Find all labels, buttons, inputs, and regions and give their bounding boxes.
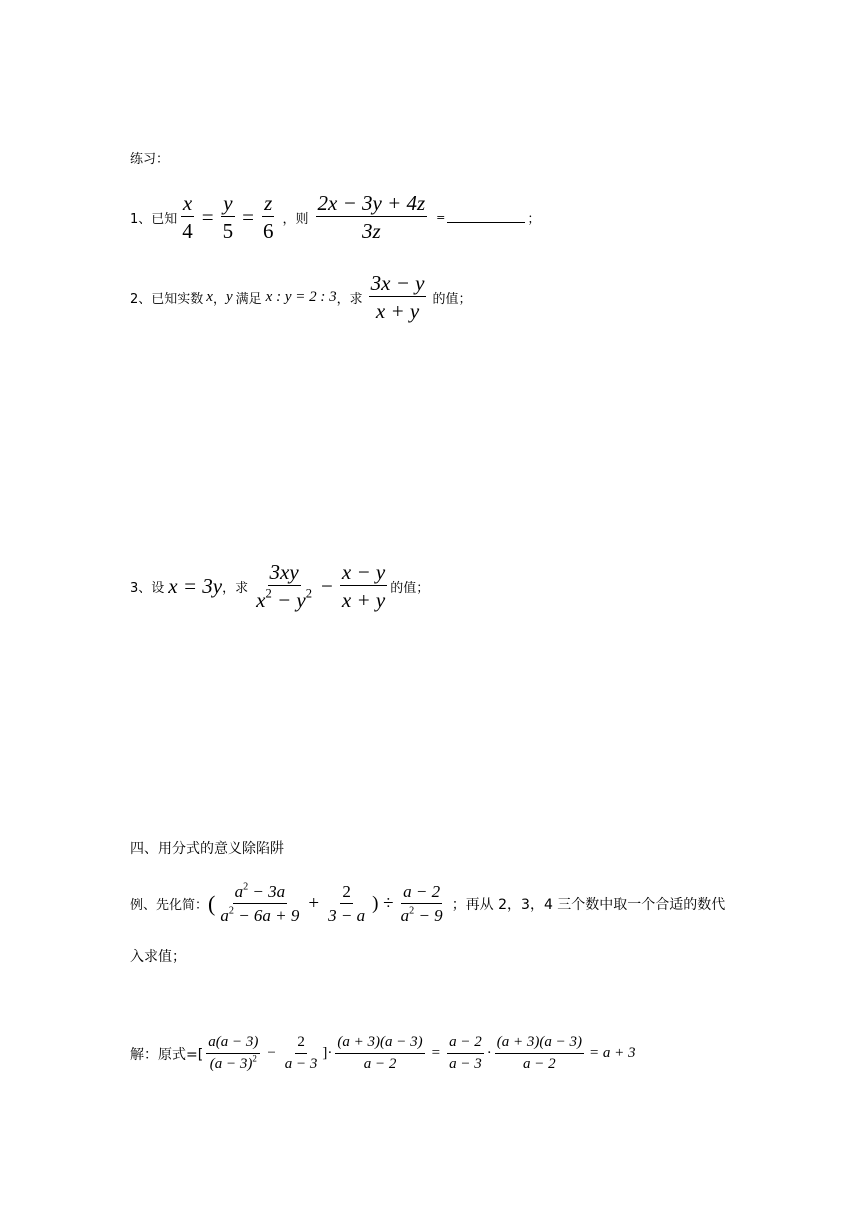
- practice-heading: 练习：: [130, 152, 170, 167]
- solution-fraction-3: $\frac{(a + 3)(a - 3)}{a - 2}$: [337, 1034, 423, 1072]
- q1-fraction-y-over-5: $\frac{y}{5}$: [222, 191, 234, 244]
- solution-dot: ·: [486, 1045, 492, 1062]
- section-4-heading: 四、用分式的意义除陷阱: [130, 841, 284, 857]
- solution-label: 解：原式=[: [130, 1046, 204, 1063]
- solution-equals: =: [431, 1045, 441, 1062]
- q3-minus: −: [321, 573, 333, 598]
- q1-given-label: 已知: [151, 211, 178, 227]
- q2-number: 2、: [130, 291, 152, 307]
- example-line-2: 入求值；: [130, 949, 186, 965]
- q2-fraction: $\frac{3x - y}{x + y}$: [370, 271, 425, 324]
- q2-var-x: x: [206, 288, 213, 305]
- example-fraction-3: $\frac{a - 2}{a^2 - 9}$: [400, 882, 443, 925]
- solution-fraction-4: $\frac{a - 2}{a - 3}$: [449, 1034, 482, 1072]
- example-label: 例、先化简：: [130, 898, 209, 914]
- example-line-1: [130, 883, 725, 925]
- example-fraction-1: $\frac{a^2 - 3a}{a^2 - 6a + 9}$: [220, 881, 300, 925]
- q2-text-find: ，求: [336, 291, 363, 307]
- q1-fraction-z-over-6: $\frac{z}{6}$: [262, 191, 274, 244]
- q3-fraction-2: $\frac{x - y}{x + y}$: [341, 560, 386, 613]
- q1-equals-small: =: [436, 210, 446, 224]
- solution-minus: −: [267, 1045, 276, 1062]
- q1-equals-2: =: [242, 204, 254, 229]
- solution-result: = a + 3: [588, 1045, 636, 1062]
- solution-line: [130, 1035, 635, 1073]
- question-1: [130, 192, 540, 242]
- q3-text-set: 设: [151, 580, 165, 596]
- q1-then-label: ，则: [282, 211, 309, 227]
- q3-text-find: ，求: [222, 580, 249, 596]
- q1-fraction-x-over-4: $\frac{x}{4}$: [182, 191, 193, 244]
- q3-number: 3、: [130, 580, 152, 596]
- question-3: [130, 561, 429, 611]
- q3-text-value: 的值；: [390, 580, 430, 596]
- q2-text-value: 的值；: [432, 291, 472, 307]
- example-fraction-2: $\frac{2}{3 - a}$: [328, 882, 366, 925]
- q2-sep: ，: [212, 291, 226, 307]
- q2-text-before: 已知实数: [151, 291, 204, 307]
- q1-answer-blank: [447, 212, 525, 223]
- question-2: [130, 272, 471, 322]
- example-rparen-divide: ) ÷: [372, 892, 394, 914]
- q3-condition: x = 3y: [168, 573, 223, 598]
- example-lparen: (: [208, 890, 216, 916]
- q1-equals-1: =: [201, 204, 214, 229]
- solution-fraction-2: $\frac{2}{a - 3}$: [284, 1034, 318, 1072]
- solution-fraction-1: $\frac{a(a - 3)}{(a - 3)^2}$: [208, 1034, 259, 1072]
- solution-fraction-5: $\frac{(a + 3)(a - 3)}{a - 2}$: [496, 1034, 582, 1072]
- example-plus: +: [308, 892, 320, 914]
- q3-fraction-1: $\frac{3xy}{x^2 - y^2}$: [256, 560, 313, 613]
- q1-end: ；: [527, 211, 541, 227]
- q1-number: 1、: [130, 211, 152, 227]
- q2-ratio: x : y = 2 : 3: [265, 288, 337, 305]
- example-text-after: ；再从 2，3，4 三个数中取一个合适的数代: [451, 896, 726, 913]
- q2-text-satisfy: 满足: [235, 291, 262, 307]
- q1-target-expression: $\frac{2x - 3y + 4z}{3z}$: [317, 191, 426, 244]
- solution-bracket-dot: ]·: [322, 1045, 333, 1062]
- q2-var-y: y: [225, 288, 233, 305]
